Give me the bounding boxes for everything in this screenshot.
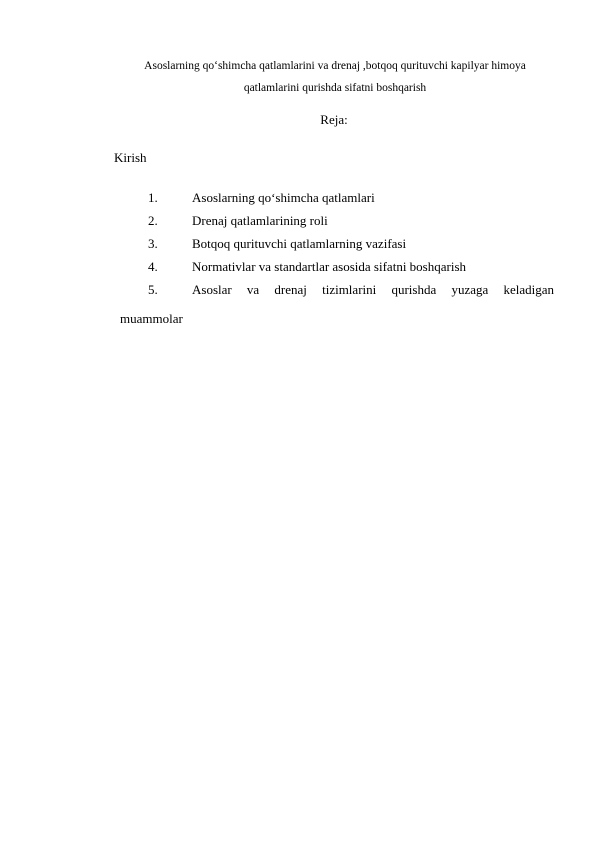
list-item-number: 3. [148, 236, 158, 251]
list-item [0, 186, 596, 209]
list-item-continuation: muammolar [120, 311, 183, 326]
word: tizimlarini [322, 282, 377, 297]
word: qurishda [391, 282, 437, 297]
list-item-text: Botqoq qurituvchi qatlamlarning vazifasi [192, 236, 407, 251]
list-item [0, 232, 596, 255]
title-line-1: Asoslarning qo‘shimcha qatlamlarini va drenaj ,botqoq qurituvchi kapilyar himoya [144, 60, 526, 72]
list-item-text: Drenaj qatlamlarining roli [192, 213, 328, 228]
word: Asoslar [192, 282, 232, 297]
word: va [246, 282, 260, 297]
list-item [0, 278, 596, 301]
plan-list [0, 186, 596, 301]
list-item-number: 4. [148, 259, 158, 274]
list-item [0, 255, 596, 278]
list-item-text [192, 278, 554, 301]
list-item-number: 5. [148, 282, 158, 297]
list-item-text: Asoslarning qo‘shimcha qatlamlari [192, 190, 375, 205]
word: yuzaga [451, 282, 489, 297]
intro-heading: Kirish [114, 150, 147, 165]
plan-heading: Reja: [320, 112, 348, 127]
word: keladigan [503, 282, 554, 297]
title-line-2: qatlamlarini qurishda sifatni boshqarish [243, 82, 427, 94]
list-item [0, 209, 596, 232]
list-item-text: Normativlar va standartlar asosida sifatni boshqarish [192, 259, 467, 274]
word: drenaj [274, 282, 307, 297]
list-item-number: 1. [148, 190, 158, 205]
list-item-number: 2. [148, 213, 158, 228]
document-title [120, 55, 550, 99]
